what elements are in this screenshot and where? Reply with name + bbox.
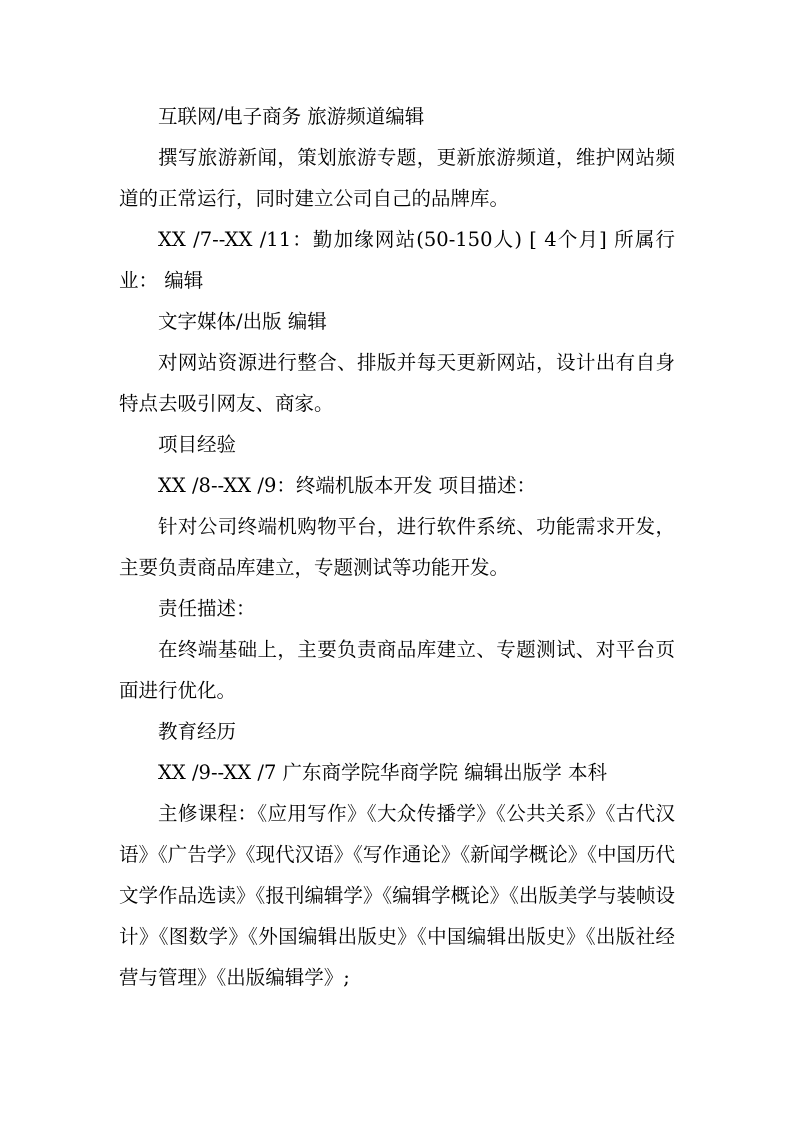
paragraph-education-entry: XX /9--XX /7 广东商学院华商学院 编辑出版学 本科: [158, 761, 607, 784]
section-heading-education: 教育经历: [158, 720, 237, 743]
document-body: [119, 96, 675, 998]
paragraph-job-period: XX /7--XX /11：勤加缘网站(50-150人) [ 4个月] 所属行业： 编辑: [119, 228, 675, 292]
paragraph-job-duties: 撰写旅游新闻，策划旅游专题，更新旅游频道，维护网站频道的正常运行，同时建立公司自己的品牌库。: [119, 146, 675, 210]
paragraph-job-title: 互联网/电子商务 旅游频道编辑: [158, 105, 425, 128]
paragraph-responsibility-label: 责任描述：: [158, 597, 256, 620]
paragraph-job-category: 文字媒体/出版 编辑: [158, 310, 327, 333]
paragraph-responsibility-description: 在终端基础上，主要负责商品库建立、专题测试、对平台页面进行优化。: [119, 638, 675, 702]
paragraph-project-description: 针对公司终端机购物平台，进行软件系统、功能需求开发，主要负责商品库建立，专题测试等功能开发。: [119, 515, 675, 579]
paragraph-courses: 主修课程：《应用写作》《大众传播学》《公共关系》《古代汉语》《广告学》《现代汉语》《写作通论》《新闻学概论》《中国历代文学作品选读》《报刊编辑学》《编辑学概论》《出版美学与装帧设计》《图数学》《外国编辑出版史》《中国编辑出版史》《出版社经营与管理》《出版编辑学》;: [119, 802, 675, 989]
section-heading-projects: 项目经验: [158, 433, 237, 456]
paragraph-job-description: 对网站资源进行整合、排版并每天更新网站，设计出有自身特点去吸引网友、商家。: [119, 351, 675, 415]
paragraph-project-period: XX /8--XX /9：终端机版本开发 项目描述：: [158, 474, 537, 497]
